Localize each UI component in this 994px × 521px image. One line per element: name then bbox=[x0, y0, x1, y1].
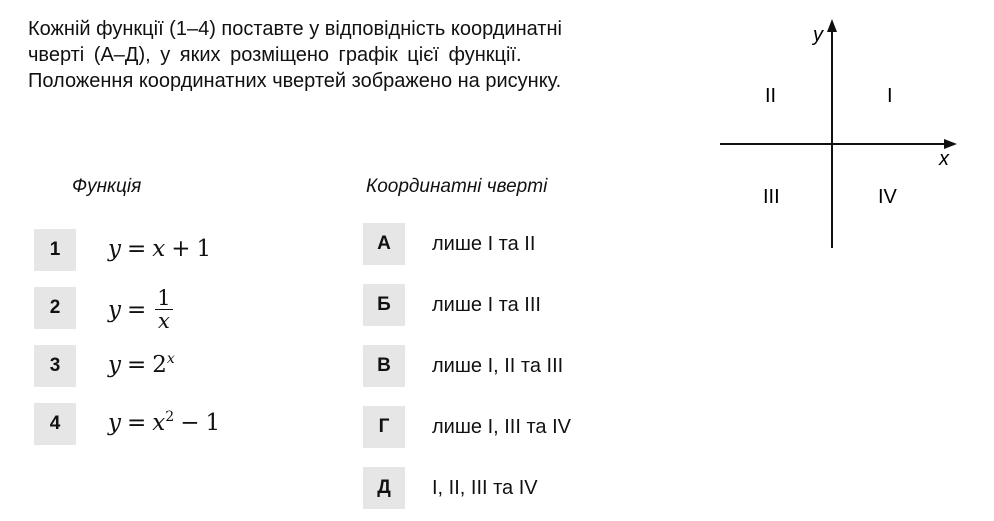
function-2-formula bbox=[108, 287, 174, 332]
f3-base: 2 bbox=[152, 352, 167, 378]
option-letter-b: Б bbox=[363, 284, 405, 326]
quadrant-4-label: IV bbox=[878, 186, 897, 208]
f4-minus: − bbox=[180, 410, 200, 436]
y-axis-arrow-icon bbox=[827, 19, 837, 32]
f1-eq: = bbox=[127, 236, 147, 262]
function-1-formula bbox=[108, 236, 211, 262]
f3-exponent: x bbox=[166, 351, 175, 367]
x-axis-label: x bbox=[939, 148, 949, 170]
f4-exponent: 2 bbox=[165, 409, 175, 425]
task-line-2: чверті (А–Д), у яких розміщено графік цієї функції. bbox=[28, 44, 522, 66]
f1-a: x bbox=[152, 236, 166, 262]
f3-lhs: y bbox=[108, 352, 121, 378]
f1-lhs: y bbox=[108, 236, 121, 262]
f2-lhs: y bbox=[108, 296, 121, 323]
function-number-1: 1 bbox=[34, 229, 76, 271]
f1-plus: + bbox=[171, 236, 191, 262]
f2-denominator: x bbox=[155, 309, 173, 332]
f1-b: 1 bbox=[196, 236, 212, 262]
quadrants-header: Координатні чверті bbox=[366, 176, 548, 197]
function-number-3: 3 bbox=[34, 345, 76, 387]
y-axis-label: y bbox=[813, 24, 823, 46]
function-4-formula bbox=[108, 410, 220, 436]
function-number-2: 2 bbox=[34, 287, 76, 329]
quadrant-3-label: III bbox=[763, 186, 780, 208]
f4-b: 1 bbox=[205, 410, 221, 436]
option-letter-a: А bbox=[363, 223, 405, 265]
option-text-v: лише I, II та III bbox=[432, 355, 564, 377]
f2-fraction bbox=[154, 287, 173, 332]
f4-base: x bbox=[152, 410, 166, 436]
option-letter-g: Г bbox=[363, 406, 405, 448]
f4-lhs: y bbox=[108, 410, 121, 436]
option-text-g: лише I, III та IV bbox=[432, 416, 571, 438]
f2-eq: = bbox=[127, 296, 147, 323]
f2-numerator: 1 bbox=[157, 286, 171, 310]
function-number-4: 4 bbox=[34, 403, 76, 445]
option-letter-v: В bbox=[363, 345, 405, 387]
f4-eq: = bbox=[127, 410, 147, 436]
functions-header: Функція bbox=[72, 176, 142, 197]
option-letter-d: Д bbox=[363, 467, 405, 509]
quadrant-1-label: I bbox=[887, 85, 893, 107]
function-3-formula bbox=[108, 352, 175, 378]
quadrant-figure bbox=[715, 15, 965, 255]
task-line-1: Кожній функції (1–4) поставте у відповідність координатні bbox=[28, 18, 562, 40]
task-line-3: Положення координатних чвертей зображено на рисунку. bbox=[28, 70, 562, 92]
f3-eq: = bbox=[127, 352, 147, 378]
task-statement bbox=[28, 16, 668, 94]
option-text-a: лише I та II bbox=[432, 233, 536, 255]
option-text-d: I, II, III та IV bbox=[432, 477, 538, 499]
quadrant-2-label: II bbox=[765, 85, 777, 107]
option-text-b: лише I та III bbox=[432, 294, 541, 316]
